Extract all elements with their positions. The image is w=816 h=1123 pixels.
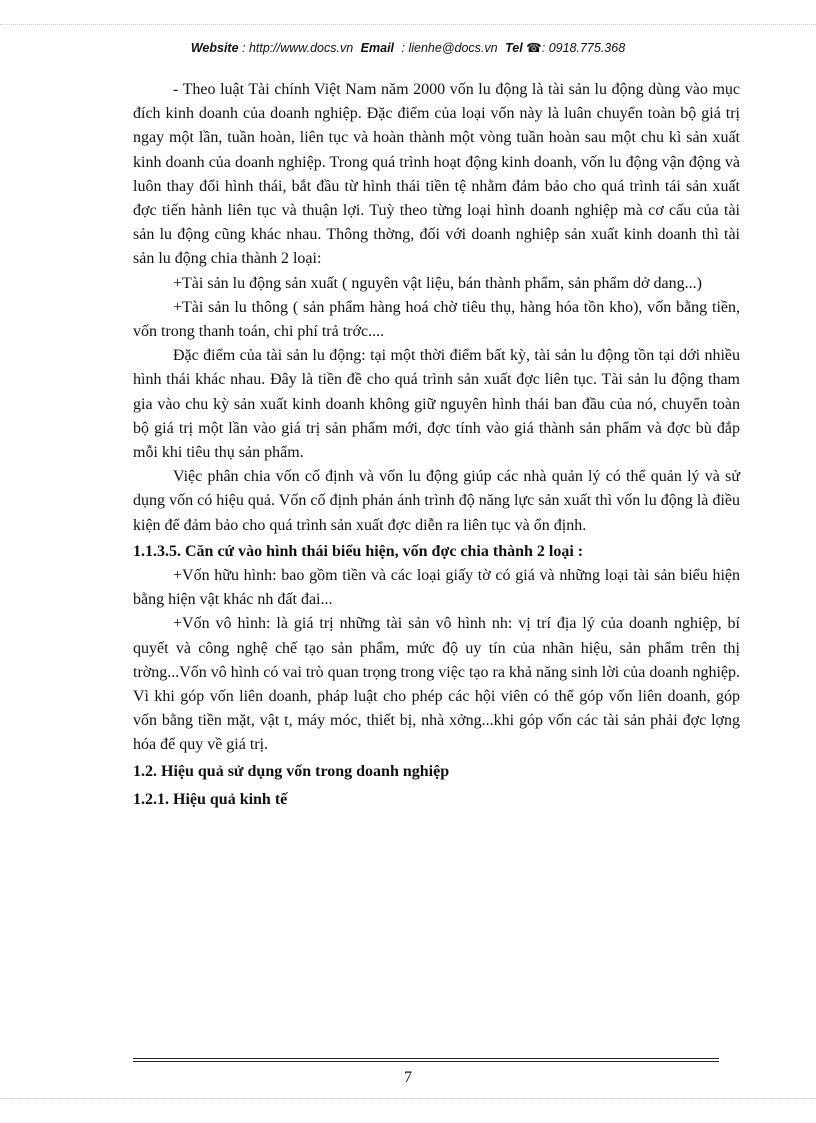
header-website-value: : http://www.docs.vn	[242, 41, 354, 55]
section-heading-1-2-1: 1.2.1. Hiệu quả kinh tế	[133, 790, 288, 808]
header-email-value: : lienhe@docs.vn	[401, 41, 498, 55]
header-email-label: Email	[360, 41, 395, 55]
footer-rule-bottom	[133, 1061, 719, 1062]
bottom-dotted-border	[0, 1098, 816, 1099]
document-body	[133, 78, 740, 812]
page-number: 7	[404, 1069, 412, 1086]
header-tel-value: ☎: 0918.775.368	[526, 41, 626, 55]
section-heading-1-2: 1.2. Hiệu quả sử dụng vốn trong doanh nghiệp	[133, 762, 450, 780]
paragraph-4: Đặc điểm của tài sản lu động: tại một thời điểm bất kỳ, tài sản lu động tồn tại dới nhiều hình thái khác nhau. Đây là tiền đề cho quá trình sản xuất đợc liên tục. Tài sản lu động tham gia vào chu kỳ sản xuất kinh doanh không giữ nguyên hình thái ban đầu của nó, chuyển toàn bộ giá trị một lần vào giá trị sản phẩm mới, đợc tính vào giá thành sản phẩm và đợc bù đắp mỗi khi tiêu thụ sản phẩm.	[133, 347, 740, 462]
paragraph-2: +Tài sản lu động sản xuất ( nguyên vật liệu, bán thành phẩm, sản phẩm dở dang...)	[173, 274, 702, 292]
paragraph-6: +Vốn hữu hình: bao gồm tiền và các loại giấy tờ có giá và những loại tài sản biểu hiện bằng hiện vật khác nh đất đai...	[133, 567, 740, 609]
top-dotted-border	[0, 24, 816, 25]
header-website-label: Website	[190, 41, 239, 55]
paragraph-7: +Vốn vô hình: là giá trị những tài sản vô hình nh: vị trí địa lý của doanh nghiệp, bí quyết và công nghệ chế tạo sản phẩm, mức độ uy tín của nhãn hiệu, sản phẩm trên thị trờng...Vốn vô hình có vai trò quan trọng trong việc tạo ra khả năng sinh lời của doanh nghiệp. Vì khi góp vốn liên doanh, pháp luật cho phép các hội viên có thể góp vốn liên doanh, góp vốn bằng tiền mặt, vật t, máy móc, thiết bị, nhà xởng...khi góp vốn các tài sản phải đợc lợng hóa để quy về giá trị.	[133, 615, 741, 754]
section-heading-1-1-3-5: 1.1.3.5. Căn cứ vào hình thái biểu hiện, vốn đợc chia thành 2 loại :	[133, 542, 584, 560]
paragraph-3: +Tài sản lu thông ( sản phẩm hàng hoá chờ tiêu thụ, hàng hóa tồn kho), vốn bằng tiền, vốn trong thanh toán, chi phí trả trớc....	[133, 298, 740, 341]
header-tel-label: Tel	[505, 41, 523, 55]
page-header	[0, 40, 816, 55]
paragraph-1: - Theo luật Tài chính Việt Nam năm 2000 vốn lu động là tài sản lu động dùng vào mục đích kinh doanh của doanh nghiệp. Đặc điểm của loại vốn này là luân chuyển toàn bộ giá trị ngay một lần, tuần hoàn, liên tục và hoàn thành một vòng tuần hoàn sau một chu kì sản xuất kinh doanh của doanh nghiệp. Trong quá trình hoạt động kinh doanh, vốn lu động vận động và luôn thay đổi hình thái, bắt đầu từ hình thái tiền tệ nhằm đảm bảo cho quá trình tái sản xuất đợc tiến hành liên tục và thuận lợi. Tuỳ theo từng loại hình doanh nghiệp mà cơ cấu của tài sản lu động cũng khác nhau. Thông thờng, đối với doanh nghiệp sản xuất kinh doanh thì tài sản lu động chia thành 2 loại:	[133, 81, 740, 268]
footer-rule-top	[133, 1058, 719, 1059]
paragraph-5: Việc phân chia vốn cố định và vốn lu động giúp các nhà quản lý có thể quản lý và sử dụng vốn có hiệu quả. Vốn cố định phản ánh trình độ năng lực sản xuất thì vốn lu động là điều kiện để đảm bảo cho quá trình sản xuất đợc diễn ra liên tục và ổn định.	[133, 468, 740, 534]
